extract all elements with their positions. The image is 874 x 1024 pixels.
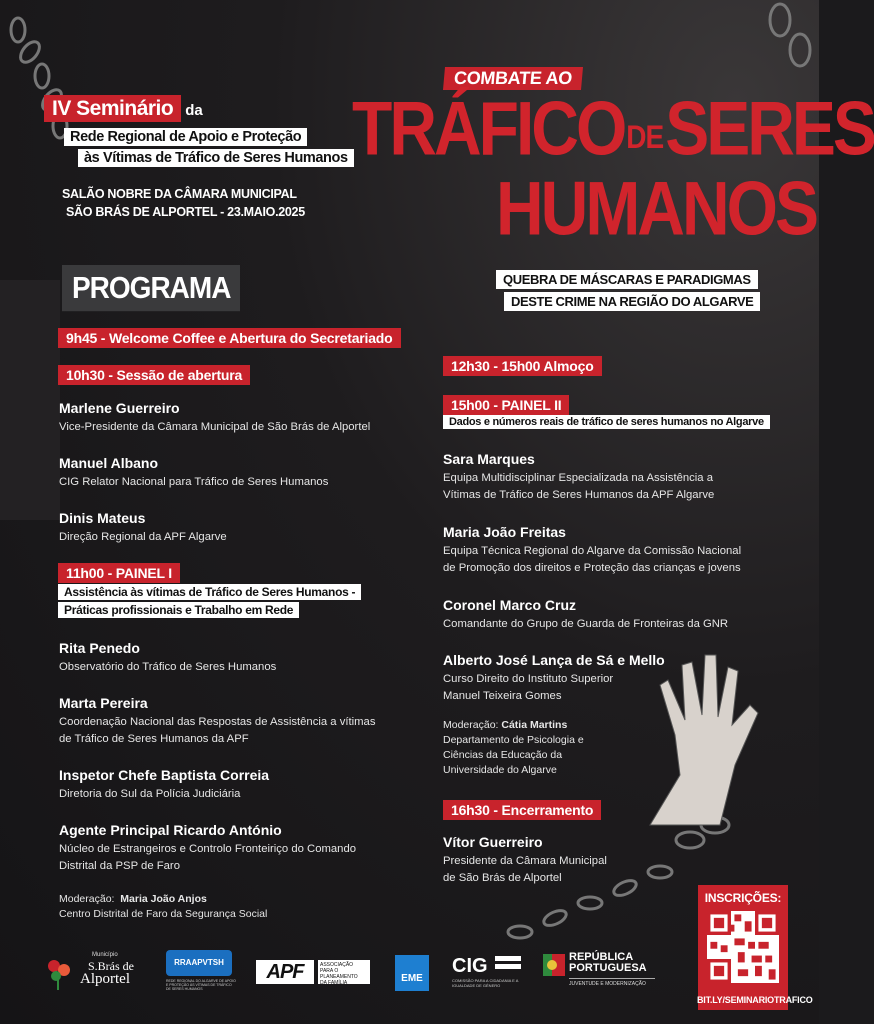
speaker-name: Maria João Freitas	[443, 524, 566, 540]
moderation-role: Ciências da Educação da	[443, 749, 563, 761]
municipio-small: Município	[92, 952, 118, 958]
speaker-role: Coordenação Nacional das Respostas de Assistência a vítimas	[59, 716, 376, 728]
seminar-edition-da: da	[185, 102, 203, 119]
network-name-line1: Rede Regional de Apoio e Proteção	[64, 128, 307, 146]
speaker-entry	[443, 652, 783, 717]
logo-cig	[452, 955, 524, 995]
speaker-entry	[443, 597, 783, 652]
event-location	[62, 185, 305, 221]
logo-eme	[395, 955, 429, 991]
eme-name: EME	[401, 973, 423, 984]
moderation-role: Centro Distrital de Faro da Segurança Social	[59, 908, 268, 920]
speaker-name: Agente Principal Ricardo António	[59, 822, 282, 838]
title-word-seres: SERES	[665, 85, 874, 171]
apf-name: APF	[256, 960, 314, 984]
cig-bars-icon	[495, 956, 521, 969]
schedule-painel2: 15h00 - PAINEL II	[443, 395, 569, 415]
speaker-list-painel2	[443, 451, 783, 717]
speaker-name: Dinis Mateus	[59, 510, 146, 526]
republica-name: REPÚBLICA PORTUGUESA	[569, 951, 647, 974]
moderation-painel1	[59, 892, 267, 922]
schedule-abertura: 10h30 - Sessão de abertura	[58, 365, 250, 385]
programa-heading: PROGRAMA	[62, 265, 240, 311]
moderation-painel2	[443, 718, 584, 778]
speaker-role: Vice-Presidente da Câmara Municipal de São Brás de Alportel	[59, 421, 371, 433]
title-line1	[352, 85, 874, 178]
schedule-welcome: 9h45 - Welcome Coffee e Abertura do Secretariado	[58, 328, 401, 348]
title-word-humanos: HUMANOS	[496, 165, 816, 251]
speaker-role: Núcleo de Estrangeiros e Controlo Fronteiriço do Comando	[59, 843, 357, 855]
speaker-role-cont: Manuel Teixeira Gomes	[443, 689, 562, 702]
closing-speaker	[443, 834, 607, 886]
tagline-line2: DESTE CRIME NA REGIÃO DO ALGARVE	[504, 292, 760, 311]
qr-code-icon[interactable]	[707, 911, 779, 983]
seminar-edition	[44, 97, 203, 121]
speaker-role: Presidente da Câmara Municipal	[443, 855, 607, 867]
registration-url[interactable]: BIT.LY/SEMINARIOTRAFICO	[697, 995, 813, 1005]
painel1-topic	[58, 583, 361, 619]
moderation-label: Moderação:	[59, 893, 115, 905]
speaker-role-cont: Vítimas de Tráfico de Seres Humanos da APF Algarve	[443, 488, 715, 501]
speaker-role: Direção Regional da APF Algarve	[59, 531, 227, 543]
speaker-name: Inspetor Chefe Baptista Correia	[59, 767, 270, 783]
title-tagline	[496, 270, 776, 314]
speaker-entry	[59, 510, 419, 565]
registration-label: INSCRIÇÕES:	[704, 891, 782, 905]
moderation-label: Moderação:	[443, 719, 499, 731]
schedule-encerramento: 16h30 - Encerramento	[443, 800, 601, 820]
chain-top-right-icon	[770, 4, 810, 66]
logo-raapvtsh	[166, 950, 236, 994]
speaker-role-cont: de Tráfico de Seres Humanos da APF	[59, 732, 249, 745]
moderation-role: Universidade do Algarve	[443, 764, 557, 776]
network-name-line2: às Vítimas de Tráfico de Seres Humanos	[78, 149, 354, 167]
painel1-topic-line2: Práticas profissionais e Trabalho em Rede	[58, 602, 299, 618]
title-combate: COMBATE AO	[443, 67, 583, 90]
speaker-entry	[59, 767, 439, 822]
location-line2: SÃO BRÁS DE ALPORTEL - 23.MAIO.2025	[66, 205, 305, 219]
speaker-name: Rita Penedo	[59, 640, 140, 656]
portugal-emblem-icon	[543, 952, 565, 978]
speaker-role-cont: de Promoção dos direitos e Proteção das crianças e jovens	[443, 561, 741, 574]
logo-republica	[543, 950, 653, 995]
seminar-edition-badge: IV Seminário	[44, 95, 181, 122]
apf-sub: ASSOCIAÇÃO PARA O PLANEAMENTO DA FAMÍLIA	[320, 962, 358, 986]
speaker-role: Observatório do Tráfico de Seres Humanos	[59, 661, 277, 673]
speaker-role: Comandante do Grupo de Guarda de Fronteiras da GNR	[443, 618, 729, 630]
raapvtsh-name: RRAAPVTSH	[166, 950, 232, 976]
schedule-almoco: 12h30 - 15h00 Almoço	[443, 356, 602, 376]
speaker-role: Equipa Multidisciplinar Especializada na Assistência a	[443, 472, 714, 484]
speaker-entry	[443, 524, 783, 597]
speaker-name: Alberto José Lança de Sá e Mello	[443, 652, 665, 668]
speaker-entry	[59, 695, 439, 767]
speaker-role-cont: de São Brás de Alportel	[443, 871, 562, 884]
municipio-name2: Alportel	[80, 971, 130, 987]
network-name	[64, 128, 348, 170]
speaker-name: Marlene Guerreiro	[59, 400, 180, 416]
moderation-role: Departamento de Psicologia e	[443, 734, 584, 746]
speaker-name: Sara Marques	[443, 451, 535, 467]
speaker-role: Equipa Técnica Regional do Algarve da Comissão Nacional	[443, 545, 742, 557]
speaker-name: Vítor Guerreiro	[443, 834, 543, 850]
speaker-role: Diretoria do Sul da Polícia Judiciária	[59, 788, 241, 800]
tagline-line1: QUEBRA DE MÁSCARAS E PARADIGMAS	[496, 270, 758, 289]
schedule-painel1: 11h00 - PAINEL I	[58, 563, 180, 583]
cig-sub: COMISSÃO PARA A CIDADANIA E A IGUALDADE DE GÉNERO	[452, 978, 519, 988]
speaker-role: CIG Relator Nacional para Tráfico de Seres Humanos	[59, 476, 329, 488]
flower-icon	[42, 956, 76, 992]
location-line1: SALÃO NOBRE DA CÂMARA MUNICIPAL	[62, 187, 297, 201]
speaker-role-cont: Distrital da PSP de Faro	[59, 859, 180, 872]
title-word-de: DE	[626, 119, 664, 155]
speaker-name: Coronel Marco Cruz	[443, 597, 577, 613]
logo-municipio	[42, 952, 147, 994]
municipio-name: S.Brás de	[88, 959, 134, 973]
painel1-topic-line1: Assistência às vítimas de Tráfico de Seres Humanos -	[58, 584, 361, 600]
speaker-entry	[443, 451, 783, 524]
speaker-entry	[59, 822, 439, 894]
speaker-list-opening	[59, 400, 419, 565]
speaker-name: Marta Pereira	[59, 695, 148, 711]
speaker-list-painel1	[59, 640, 439, 894]
moderation-name: Maria João Anjos	[120, 893, 207, 905]
speaker-entry	[59, 640, 439, 695]
title-word-trafico: TRÁFICO	[352, 85, 625, 171]
republica-sub: JUVENTUDE E MODERNIZAÇÃO	[569, 978, 655, 987]
cig-name: CIG	[452, 955, 488, 977]
registration-box[interactable]	[698, 885, 788, 1010]
speaker-role: Curso Direito do Instituto Superior	[443, 673, 614, 685]
logo-apf	[256, 960, 371, 986]
speaker-name: Manuel Albano	[59, 455, 159, 471]
moderation-name: Cátia Martins	[501, 719, 568, 731]
painel2-topic: Dados e números reais de tráfico de seres humanos no Algarve	[443, 415, 770, 429]
speaker-entry	[59, 455, 419, 510]
speaker-entry	[59, 400, 419, 455]
raapvtsh-sub: REDE REGIONAL DO ALGARVE DE APOIO E PROTEÇÃO ÀS VÍTIMAS DE TRÁFICO DE SERES HUMANOS	[166, 979, 236, 991]
